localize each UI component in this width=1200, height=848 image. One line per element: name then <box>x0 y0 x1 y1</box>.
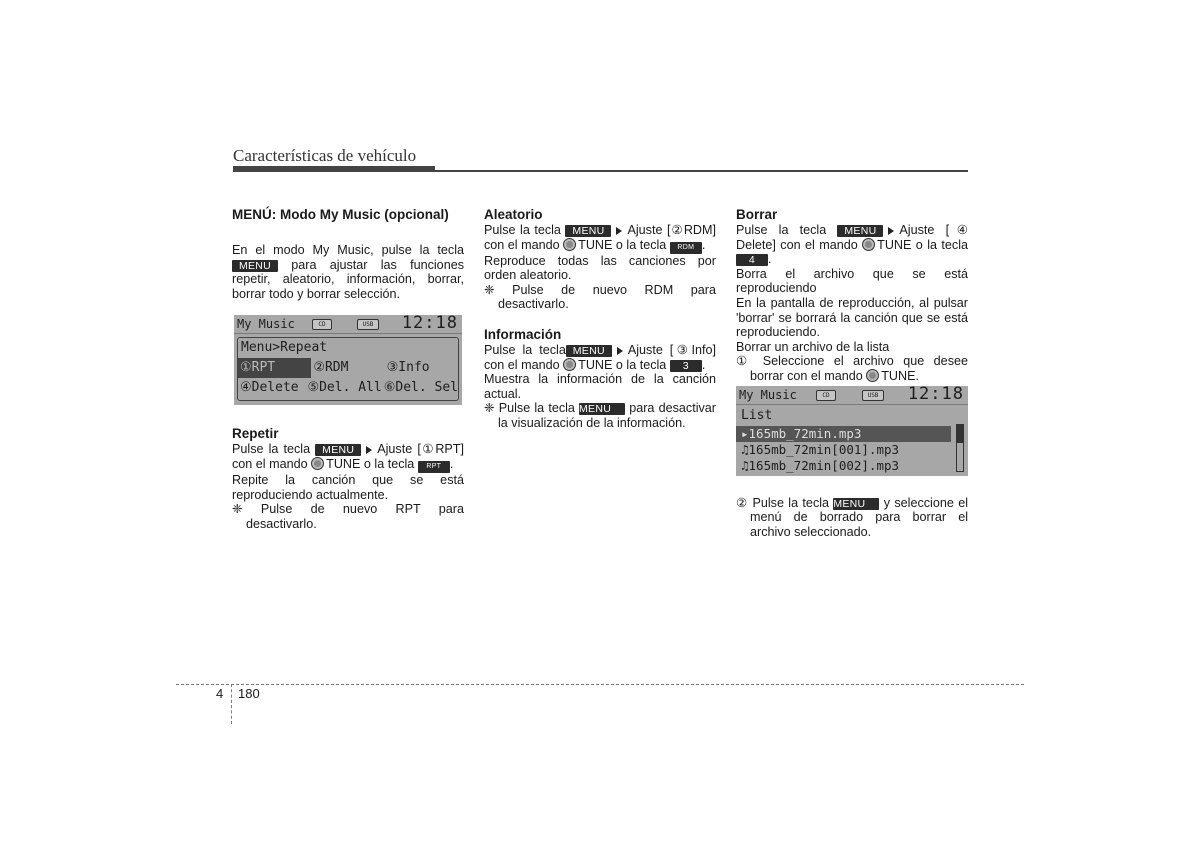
lcd-cell-rdm: ②RDM <box>313 360 349 376</box>
aleatorio-instruction: Pulse la tecla MENU Ajuste [②RDM] con el mando TUNE o la tecla RDM . <box>484 223 717 252</box>
menu-key-icon: MENU <box>232 260 278 272</box>
menu-key-icon: MENU <box>315 444 361 456</box>
header-rule <box>233 170 968 172</box>
lcd-cell-delete: ④Delete <box>240 380 299 396</box>
aleatorio-note: ❈ Pulse de nuevo RDM para desactivarlo. <box>484 282 716 312</box>
lcd-row-1 <box>238 358 458 378</box>
lcd-title: My Music <box>739 387 797 402</box>
usb-badge: USB <box>357 319 379 330</box>
lcd-cell-rpt: ①RPT <box>238 358 311 378</box>
chapter-number: 4 <box>216 686 224 701</box>
section-heading-borrar: Borrar <box>736 207 778 222</box>
lcd-file-list <box>736 383 968 476</box>
section-heading-informacion: Información <box>484 326 562 342</box>
rpt-key-icon: RPT <box>418 461 450 473</box>
tune-knob-icon <box>563 238 576 251</box>
menu-key-icon: MENU <box>833 498 879 510</box>
lcd-clock: 12:18 <box>401 313 458 334</box>
lcd-topbar <box>736 383 968 405</box>
borrar-step-2: ② Pulse la tecla MENU y seleccione el menú de borrado para borrar el archivo seleccionado. <box>736 495 969 539</box>
lcd-list-item: ♫165mb_72min[002].mp3 <box>741 457 900 473</box>
lcd-cell-del-all: ⑤Del. All <box>307 380 382 396</box>
footer-divider <box>231 684 232 724</box>
menu-key-icon: MENU <box>565 225 611 237</box>
column-middle <box>484 206 716 431</box>
tune-knob-icon <box>311 457 324 470</box>
lcd-scrollbar <box>956 424 964 472</box>
borrar-step-1: ① Seleccione el archivo que desee borrar con el mando TUNE. <box>736 354 968 383</box>
lcd-row-2 <box>238 378 458 398</box>
borrar-p2: En la pantalla de reproducción, al pulsar 'borrar' se borrará la canción que se está reproduciendo. <box>736 295 968 340</box>
lcd-path: Menu>Repeat <box>241 340 328 356</box>
menu-key-icon: MENU <box>579 403 625 415</box>
tune-knob-icon <box>866 369 879 382</box>
menu-key-icon: MENU <box>566 345 612 357</box>
cd-badge: CD <box>312 319 332 330</box>
informacion-body: Muestra la información de la canción actual. <box>484 372 716 401</box>
menu-key-icon: MENU <box>837 225 883 237</box>
cd-badge: CD <box>816 390 836 401</box>
column-left <box>232 206 464 531</box>
repetir-body: Repite la canción que se está reproduciendo actualmente. <box>232 472 464 502</box>
arrow-right-icon <box>617 347 623 355</box>
section-heading-repetir: Repetir <box>232 426 279 442</box>
lcd-menu-grid <box>237 337 459 401</box>
lcd-menu-repeat <box>234 315 462 405</box>
rdm-key-icon: RDM <box>670 242 702 254</box>
repetir-note: ❈ Pulse de nuevo RPT para desactivarlo. <box>232 502 464 531</box>
lcd-title: My Music <box>237 317 295 332</box>
borrar-p1: Borra el archivo que se está reproduciendo <box>736 266 968 296</box>
aleatorio-body: Reproduce todas las canciones por orden aleatorio. <box>484 253 716 283</box>
informacion-instruction: Pulse la tecla MENU Ajuste [③Info] con el mando TUNE o la tecla 3 . <box>484 342 717 372</box>
borrar-p3: Borrar un archivo de la lista <box>736 339 890 354</box>
intro-paragraph: En el modo My Music, pulse la tecla MENU para ajustar las funciones repetir, aleatorio, información, borrar, borrar todo y borrar selección. <box>232 243 464 301</box>
arrow-right-icon <box>888 227 894 235</box>
tune-knob-icon <box>862 238 875 251</box>
key-3-icon: 3 <box>670 360 702 372</box>
lcd-cell-info: ③Info <box>386 360 430 376</box>
borrar-instruction: Pulse la tecla MENU Ajuste [④ Delete] con el mando TUNE o la tecla 4 . <box>736 223 969 267</box>
usb-badge: USB <box>862 390 884 401</box>
lcd-clock: 12:18 <box>907 383 964 404</box>
repetir-instruction: Pulse la tecla MENU Ajuste [①RPT] con el mando TUNE o la tecla RPT . <box>232 442 464 471</box>
footer-rule <box>176 684 1024 685</box>
section-heading-aleatorio: Aleatorio <box>484 207 543 222</box>
section-heading-menu: MENÚ: Modo My Music (opcional) <box>232 207 449 222</box>
informacion-note: ❈ Pulse la tecla MENU para desactivar la visualización de la información. <box>484 401 716 430</box>
lcd-cell-del-sel: ⑥Del. Sel <box>383 380 458 396</box>
lcd-list-item: ♫165mb_72min[001].mp3 <box>741 441 900 457</box>
column-right <box>736 206 968 539</box>
arrow-right-icon <box>366 446 372 454</box>
lcd-list-item: ▸165mb_72min.mp3 <box>736 426 951 442</box>
page-number: 180 <box>238 686 260 701</box>
tune-knob-icon <box>563 358 576 371</box>
arrow-right-icon <box>616 227 622 235</box>
lcd-topbar <box>234 315 462 334</box>
header-title: Características de vehículo <box>233 146 417 165</box>
lcd-path: List <box>741 407 773 423</box>
key-4-icon: 4 <box>736 254 768 266</box>
